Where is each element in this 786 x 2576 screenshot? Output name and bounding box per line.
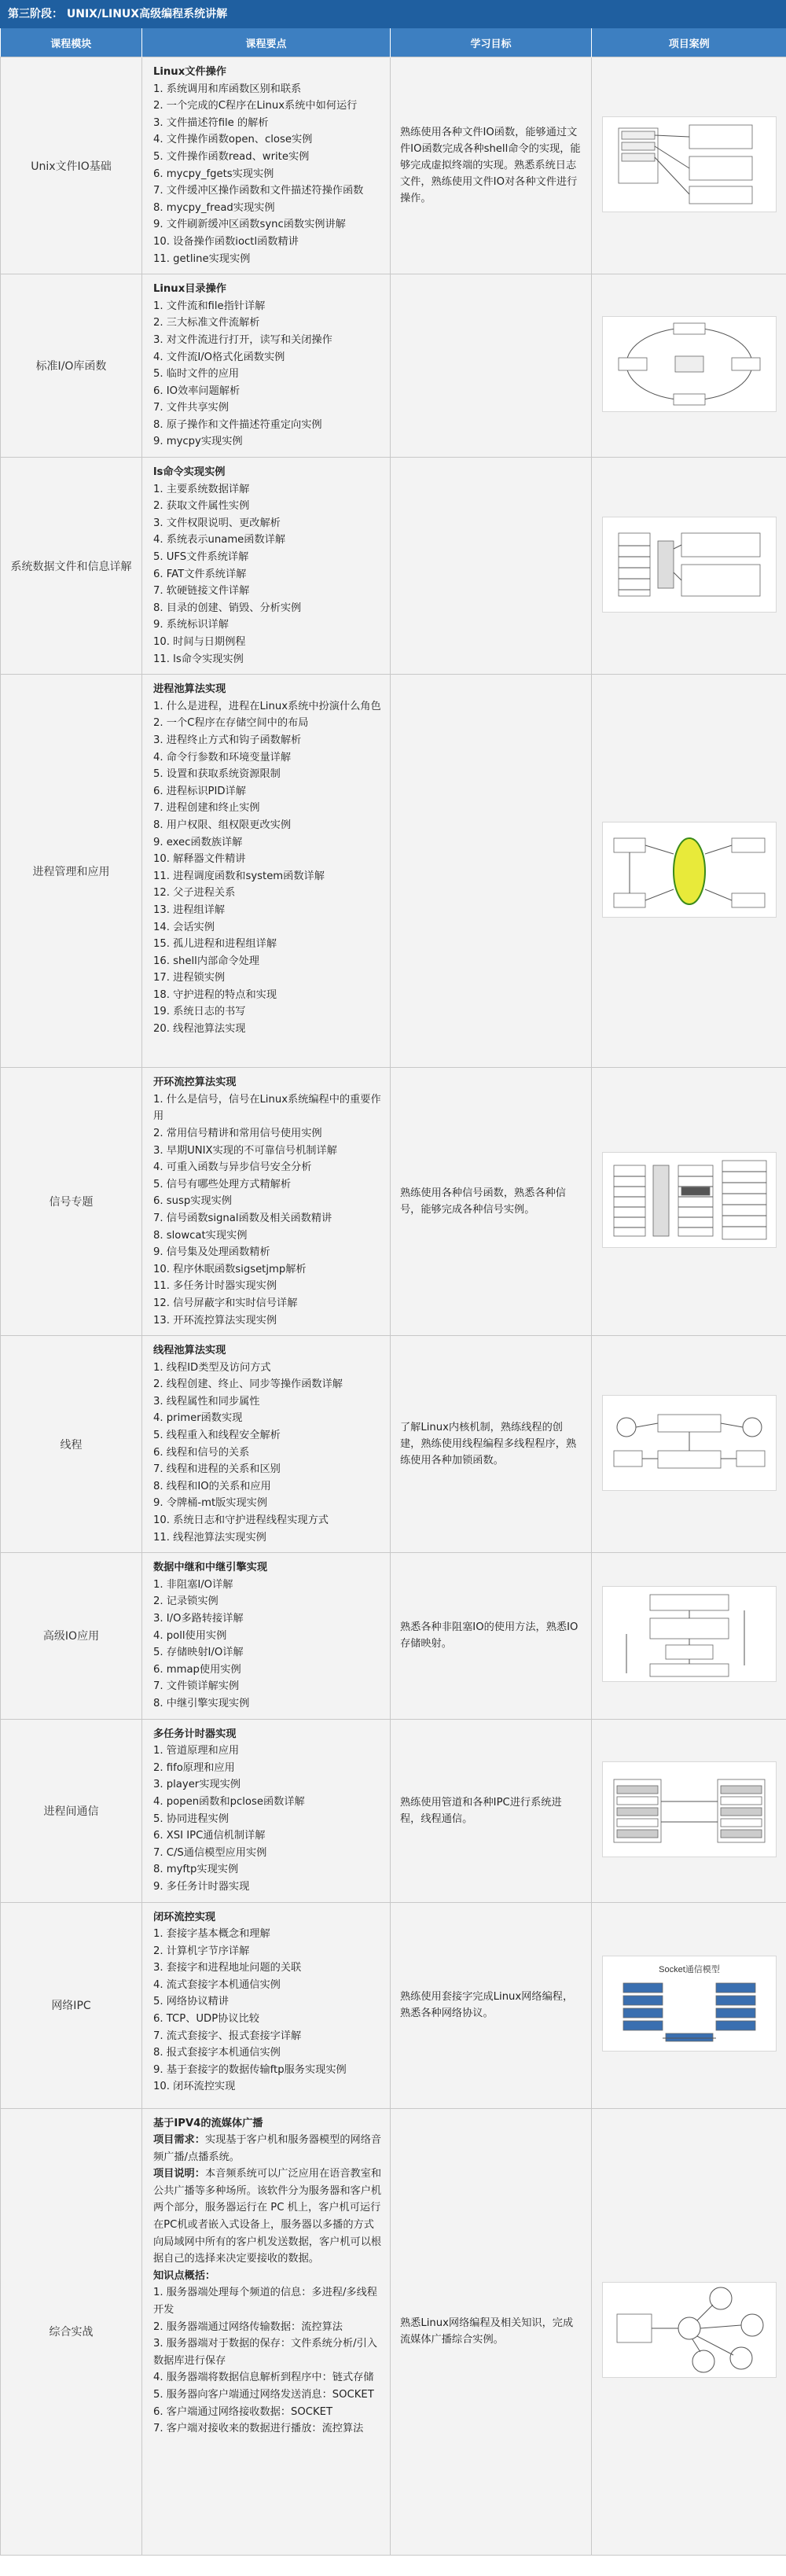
points-heading: 基于IPV4的流媒体广播 <box>153 2117 263 2129</box>
list-item: 1. 文件流和file指针详解 <box>153 300 266 312</box>
list-item: 3. 线程属性和同步属性 <box>153 1395 260 1408</box>
list-item: 5. 临时文件的应用 <box>153 368 240 381</box>
points-heading: Linux目录操作 <box>153 283 226 296</box>
module-name: 线程 <box>1 1336 142 1553</box>
list-item: 19. 系统日志的书写 <box>153 1006 246 1018</box>
learning-goal: 熟悉各种非阻塞IO的使用方法，熟悉IO存储映射。 <box>391 1553 592 1719</box>
file-io-diagram-icon <box>602 116 777 212</box>
list-item: 7. 文件锁详解实例 <box>153 1680 240 1693</box>
header-goal: 学习目标 <box>391 28 592 57</box>
list-item: 4. 系统表示uname函数详解 <box>153 534 286 546</box>
list-item: 10. 闭环流控实现 <box>153 2081 236 2093</box>
thread-flow-icon <box>602 1395 777 1491</box>
curriculum-table <box>0 28 786 2556</box>
list-item: 4. 流式套接字本机通信实例 <box>153 1978 281 1991</box>
table-row <box>1 1902 786 2108</box>
list-item: 17. 进程锁实例 <box>153 972 226 984</box>
table-row <box>1 57 786 274</box>
list-item: 4. 文件操作函数open、close实例 <box>153 134 313 146</box>
page-title: 第三阶段： UNIX/LINUX高级编程系统讲解 <box>0 0 786 28</box>
list-item: 8. myftp实现实例 <box>153 1864 239 1876</box>
table-row <box>1 675 786 1068</box>
points-cell <box>142 1068 391 1336</box>
list-item: 6. XSI IPC通信机制详解 <box>153 1830 266 1842</box>
list-item: 1. 套接字基本概念和理解 <box>153 1928 270 1941</box>
points-heading: 线程池算法实现 <box>153 1345 226 1357</box>
project-case <box>592 1336 786 1553</box>
points-cell <box>142 1336 391 1553</box>
advanced-io-icon <box>602 1586 777 1682</box>
points-cell <box>142 1719 391 1902</box>
module-name: 信号专题 <box>1 1068 142 1336</box>
learning-goal: 熟练使用各种信号函数，熟悉各种信号，能够完成各种信号实例。 <box>391 1068 592 1336</box>
points-heading: 多任务计时器实现 <box>153 1728 237 1740</box>
list-item: 2. 记录锁实例 <box>153 1595 219 1608</box>
socket-model-icon <box>602 1956 777 2052</box>
list-item: 8. 原子操作和文件描述符重定向实例 <box>153 418 322 431</box>
list-item: 3. 套接字和进程地址问题的关联 <box>153 1962 302 1974</box>
points-heading: 开环流控算法实现 <box>153 1076 237 1089</box>
list-item: 1. 什么是信号，信号在Linux系统编程中的重要作用 <box>153 1093 381 1123</box>
intro-label: 项目说明： <box>153 2168 205 2180</box>
list-item: 9. 令牌桶-mt版实现实例 <box>153 1497 268 1510</box>
module-name: 进程管理和应用 <box>1 675 142 1068</box>
list-item: 3. 对文件流进行打开，读写和关闭操作 <box>153 333 332 346</box>
project-case <box>592 274 786 458</box>
list-item: 3. 文件描述符file 的解析 <box>153 116 269 129</box>
list-item: 8. 用户权限、组权限更改实例 <box>153 819 292 831</box>
header-module: 课程模块 <box>1 28 142 57</box>
list-item: 8. 报式套接字本机通信实例 <box>153 2047 281 2059</box>
list-item: 7. 文件缓冲区操作函数和文件描述符操作函数 <box>153 185 364 197</box>
header-points: 课程要点 <box>142 28 391 57</box>
points-cell <box>142 458 391 675</box>
list-item: 6. 进程标识PID详解 <box>153 785 246 797</box>
module-name: 系统数据文件和信息详解 <box>1 458 142 675</box>
list-item: 1. 服务器端处理每个频道的信息：多进程/多线程开发 <box>153 2287 377 2317</box>
list-item: 11. ls命令实现实例 <box>153 653 244 665</box>
intro-text: 实现基于客户机和服务器模型的网络音频广播/点播系统。 <box>153 2134 382 2163</box>
list-item: 1. 管道原理和应用 <box>153 1745 240 1757</box>
table-row <box>1 1336 786 1553</box>
list-item: 2. 三大标准文件流解析 <box>153 317 260 329</box>
list-item: 8. slowcat实现实例 <box>153 1229 248 1242</box>
list-item: 9. 基于套接字的数据传输ftp服务实现实例 <box>153 2063 347 2076</box>
points-cell <box>142 1902 391 2108</box>
learning-goal <box>391 274 592 458</box>
list-item: 7. 线程和进程的关系和区别 <box>153 1463 281 1476</box>
list-item: 10. 程序休眠函数sigsetjmp解析 <box>153 1263 307 1275</box>
module-name: 进程间通信 <box>1 1719 142 1902</box>
filesystem-table-icon <box>602 517 777 613</box>
list-item: 15. 孤儿进程和进程组详解 <box>153 938 277 951</box>
list-item: 9. 文件刷新缓冲区函数sync函数实例讲解 <box>153 219 346 231</box>
list-item: 8. 中继引擎实现实例 <box>153 1697 250 1709</box>
learning-goal: 熟练使用管道和各种IPC进行系统进程，线程通信。 <box>391 1719 592 1902</box>
list-item: 10. 设备操作函数ioctl函数精讲 <box>153 235 299 248</box>
points-cell <box>142 274 391 458</box>
project-case <box>592 57 786 274</box>
list-item: 4. popen函数和pclose函数详解 <box>153 1795 305 1808</box>
list-item: 2. 一个C程序在存储空间中的布局 <box>153 717 309 730</box>
module-name: 高级IO应用 <box>1 1553 142 1719</box>
list-item: 10. 系统日志和守护进程线程实现方式 <box>153 1514 329 1527</box>
list-item: 1. 线程ID类型及访问方式 <box>153 1361 271 1374</box>
list-item: 3. 服务器端对于数据的保存：文件系统分析/引入数据库进行保存 <box>153 2338 377 2367</box>
list-item: 7. 客户端对接收来的数据进行播放：流控算法 <box>153 2423 364 2435</box>
intro-text: 本音频系统可以广泛应用在语音教室和公共广播等多种场所。该软件分为服务器和客户机两个部分，服务器运行在 PC 机上，客户机可运行在PC机或者嵌入式设备上，服务器以多播的方式向局域网中所有的客户机发送数据，客户机可以根据自己的选择来决定要接收的数据。 <box>153 2168 382 2265</box>
learning-goal <box>391 458 592 675</box>
list-item: 8. 线程和IO的关系和应用 <box>153 1480 271 1492</box>
list-item: 16. shell内部命令处理 <box>153 955 259 967</box>
list-item: 9. exec函数族详解 <box>153 836 243 848</box>
list-item: 4. primer函数实现 <box>153 1412 243 1425</box>
list-item: 11. 进程调度函数和system函数详解 <box>153 870 325 882</box>
list-item: 5. 协同进程实例 <box>153 1812 229 1825</box>
table-header <box>1 28 786 57</box>
list-item: 6. FAT文件系统详解 <box>153 568 247 580</box>
list-item: 11. 线程池算法实现实例 <box>153 1531 266 1544</box>
list-item: 7. 进程创建和终止实例 <box>153 802 260 815</box>
list-item: 5. 存储映射I/O详解 <box>153 1647 244 1659</box>
list-item: 6. IO效率问题解析 <box>153 385 241 397</box>
list-item: 5. 信号有哪些处理方式精解析 <box>153 1178 292 1190</box>
list-item: 4. 服务器端将数据信息解析到程序中：链式存储 <box>153 2372 374 2384</box>
list-item: 6. 客户端通过网络接收数据：SOCKET <box>153 2405 333 2418</box>
list-item: 5. 文件操作函数read、write实例 <box>153 150 310 163</box>
learning-goal <box>391 675 592 1068</box>
list-item: 7. 信号函数signal函数及相关函数精讲 <box>153 1212 332 1224</box>
list-item: 1. 什么是进程，进程在Linux系统中扮演什么角色 <box>153 700 381 712</box>
points-heading: Linux文件操作 <box>153 66 226 78</box>
table-row <box>1 458 786 675</box>
list-item: 10. 解释器文件精讲 <box>153 853 246 866</box>
table-row <box>1 274 786 458</box>
list-item: 4. 可重入函数与异步信号安全分析 <box>153 1161 312 1174</box>
list-item: 9. 多任务计时器实现 <box>153 1880 250 1893</box>
list-item: 6. 线程和信号的关系 <box>153 1446 250 1459</box>
points-cell <box>142 1553 391 1719</box>
intro-label: 项目需求： <box>153 2134 205 2147</box>
table-row <box>1 1719 786 1902</box>
project-case <box>592 458 786 675</box>
list-item: 2. 获取文件属性实例 <box>153 500 250 513</box>
process-state-icon <box>602 822 777 918</box>
project-case <box>592 2108 786 2555</box>
list-item: 5. 设置和获取系统资源限制 <box>153 768 281 781</box>
list-item: 9. mycpy实现实例 <box>153 436 243 448</box>
points-cell <box>142 675 391 1068</box>
learning-goal: 熟练使用各种文件IO函数，能够通过文件IO函数完成各种shell命令的实现，能够完成虚拟终端的实现。熟悉系统日志文件，熟练使用文件IO对各种文件进行操作。 <box>391 57 592 274</box>
project-case <box>592 1068 786 1336</box>
list-item: 2. fifo原理和应用 <box>153 1761 235 1774</box>
list-item: 4. poll使用实例 <box>153 1629 227 1642</box>
list-item: 2. 一个完成的C程序在Linux系统中如何运行 <box>153 100 358 112</box>
points-cell <box>142 57 391 274</box>
list-item: 11. 多任务计时器实现实例 <box>153 1280 277 1293</box>
list-item: 3. I/O多路转接详解 <box>153 1613 244 1625</box>
list-item: 4. 命令行参数和环境变量详解 <box>153 751 292 764</box>
list-item: 7. C/S通信模型应用实例 <box>153 1846 267 1859</box>
list-item: 9. 信号集及处理函数精析 <box>153 1246 270 1259</box>
list-item: 3. 文件权限说明、更改解析 <box>153 517 281 529</box>
list-item: 13. 开环流控算法实现实例 <box>153 1314 277 1327</box>
points-subheading: 知识点概括： <box>153 2269 216 2282</box>
list-item: 14. 会话实例 <box>153 921 215 933</box>
points-heading: ls命令实现实例 <box>153 466 226 479</box>
table-row <box>1 1068 786 1336</box>
list-item: 12. 父子进程关系 <box>153 887 236 900</box>
list-item: 8. 目录的创建、销毁、分析实例 <box>153 602 302 614</box>
list-item: 5. UFS文件系统详解 <box>153 551 249 564</box>
list-item: 3. 进程终止方式和钩子函数解析 <box>153 734 302 746</box>
project-intro <box>153 2166 382 2268</box>
list-item: 3. player实现实例 <box>153 1779 241 1791</box>
list-item: 9. 系统标识详解 <box>153 619 229 631</box>
list-item: 7. 软硬链接文件详解 <box>153 585 250 598</box>
list-item: 8. mycpy_fread实现实例 <box>153 201 275 214</box>
list-item: 7. 流式套接字、报式套接字详解 <box>153 2030 302 2042</box>
list-item: 5. 线程重入和线程安全解析 <box>153 1430 281 1442</box>
list-item: 7. 文件共享实例 <box>153 402 229 414</box>
learning-goal: 了解Linux内核机制，熟练线程的创建，熟练使用线程编程多线程程序，熟练使用各种加锁函数。 <box>391 1336 592 1553</box>
list-item: 13. 进程组详解 <box>153 903 226 916</box>
module-name: 网络IPC <box>1 1902 142 2108</box>
project-case <box>592 1902 786 2108</box>
list-item: 3. 早期UNIX实现的不可靠信号机制详解 <box>153 1144 337 1157</box>
learning-goal: 熟悉Linux网络编程及相关知识，完成流媒体广播综合实例。 <box>391 2108 592 2555</box>
broadcast-topology-icon <box>602 2282 777 2378</box>
list-item: 2. 线程创建、终止、同步等操作函数详解 <box>153 1378 343 1391</box>
points-heading: 数据中继和中继引擎实现 <box>153 1562 268 1574</box>
list-item: 2. 计算机字节序详解 <box>153 1945 250 1957</box>
list-item: 11. getline实现实例 <box>153 252 251 265</box>
stdio-flow-icon <box>602 316 777 412</box>
learning-goal: 熟练使用套接字完成Linux网络编程，熟悉各种网络协议。 <box>391 1902 592 2108</box>
project-case <box>592 1719 786 1902</box>
list-item: 10. 时间与日期例程 <box>153 636 246 648</box>
list-item: 1. 主要系统数据详解 <box>153 483 250 495</box>
list-item: 5. 服务器向客户端通过网络发送消息：SOCKET <box>153 2389 374 2401</box>
list-item: 1. 系统调用和库函数区别和联系 <box>153 83 302 95</box>
points-heading: 进程池算法实现 <box>153 683 226 696</box>
project-case <box>592 675 786 1068</box>
project-case <box>592 1553 786 1719</box>
signal-table-icon <box>602 1152 777 1248</box>
header-case: 项目案例 <box>592 28 786 57</box>
table-row <box>1 1553 786 1719</box>
project-intro <box>153 2132 382 2166</box>
list-item: 6. TCP、UDP协议比较 <box>153 2013 259 2026</box>
points-heading: 闭环流控实现 <box>153 1911 216 1923</box>
ipc-pipe-icon <box>602 1761 777 1857</box>
list-item: 6. mycpy_fgets实现实例 <box>153 167 274 180</box>
points-cell <box>142 2108 391 2555</box>
module-name: Unix文件IO基础 <box>1 57 142 274</box>
list-item: 4. 文件流I/O格式化函数实例 <box>153 351 285 363</box>
svg-text:Socket通信模型: Socket通信模型 <box>658 1965 720 1974</box>
list-item: 6. mmap使用实例 <box>153 1663 241 1676</box>
module-name: 综合实战 <box>1 2108 142 2555</box>
list-item: 12. 信号屏蔽字和实时信号详解 <box>153 1297 298 1309</box>
module-name: 标准I/O库函数 <box>1 274 142 458</box>
list-item: 2. 常用信号精讲和常用信号使用实例 <box>153 1127 322 1139</box>
list-item: 1. 非阻塞I/O详解 <box>153 1578 233 1591</box>
list-item: 5. 网络协议精讲 <box>153 1996 229 2008</box>
list-item: 6. susp实现实例 <box>153 1195 232 1208</box>
list-item: 18. 守护进程的特点和实现 <box>153 988 277 1001</box>
list-item: 2. 服务器端通过网络传输数据：流控算法 <box>153 2320 343 2333</box>
table-row <box>1 2108 786 2555</box>
list-item: 20. 线程池算法实现 <box>153 1023 246 1036</box>
